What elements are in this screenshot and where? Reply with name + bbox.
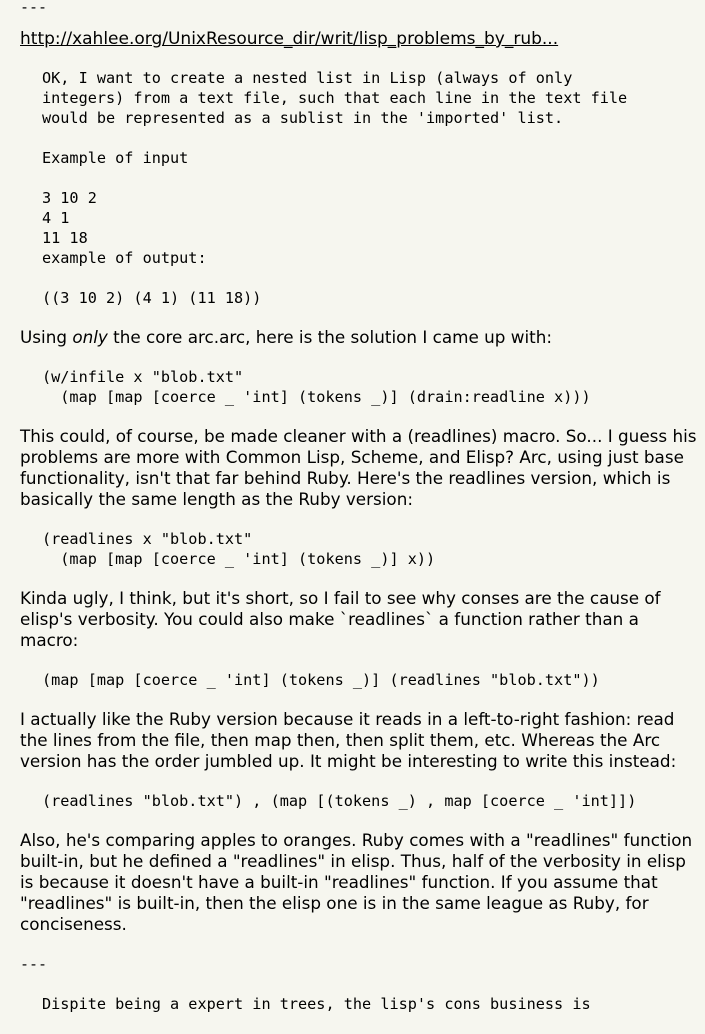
trailing-quote: Dispite being a expert in trees, the lisp's cons business is (42, 995, 591, 1013)
quote-output: ((3 10 2) (4 1) (11 18)) (42, 289, 262, 307)
paragraph-ugly: Kinda ugly, I think, but it's short, so I fail to see why conses are the cause of elisp's verbosity. You could also make `readlines` a function rather than a macro: (20, 588, 661, 650)
separator-bottom: --- (20, 955, 48, 973)
separator-top: --- (20, 0, 48, 16)
quote-input-heading: Example of input (42, 149, 189, 167)
source-link[interactable]: http://xahlee.org/UnixResource_dir/writ/lisp_problems_by_rub... (20, 29, 559, 49)
paragraph-solution (20, 327, 705, 348)
paragraph-apples-oranges: Also, he's comparing apples to oranges. Ruby comes with a "readlines" function built-in, but he defined a "readlines" in elisp. Thus, half of the verbosity in elisp is because it doesn't have a built-in "readlines" function. If you assume that "readlines" is built-in, then the elisp one is in the same league as Ruby, for conciseness. (20, 830, 693, 934)
code-block-pipeline: (readlines "blob.txt") , (map [(tokens _) , map [coerce _ 'int]]) (42, 792, 637, 810)
para1-emphasis: only (72, 327, 108, 347)
quote-input-lines: 3 10 2 4 1 11 18 example of output: (42, 189, 207, 267)
code-block-readlines: (readlines x "blob.txt" (map [map [coerce _ 'int] (tokens _)] x)) (42, 530, 436, 568)
paragraph-readlines-macro: This could, of course, be made cleaner with a (readlines) macro. So... I guess his problems are more with Common Lisp, Scheme, and Elisp? Arc, using just base functionality, isn't that far behind Ruby. Here's the readlines version, which is basically the same length as the Ruby version: (20, 426, 697, 509)
paragraph-left-to-right: I actually like the Ruby version because it reads in a left-to-right fashion: read the lines from the file, then map then, then split them, etc. Whereas the Arc version has the order jumbled up. It might be interesting to write this instead: (20, 709, 677, 771)
code-block-readlines-function: (map [map [coerce _ 'int] (tokens _)] (readlines "blob.txt")) (42, 671, 600, 689)
para1-before: Using (20, 327, 73, 347)
para1-after: the core arc.arc, here is the solution I came up with: (107, 327, 553, 347)
quote-intro: OK, I want to create a nested list in Lisp (always of only integers) from a text file, such that each line in the text file would be represented as a sublist in the 'imported' list. (42, 69, 628, 127)
code-block-infile: (w/infile x "blob.txt" (map [map [coerce _ 'int] (tokens _)] (drain:readline x))) (42, 368, 591, 406)
quoted-question (20, 68, 705, 308)
